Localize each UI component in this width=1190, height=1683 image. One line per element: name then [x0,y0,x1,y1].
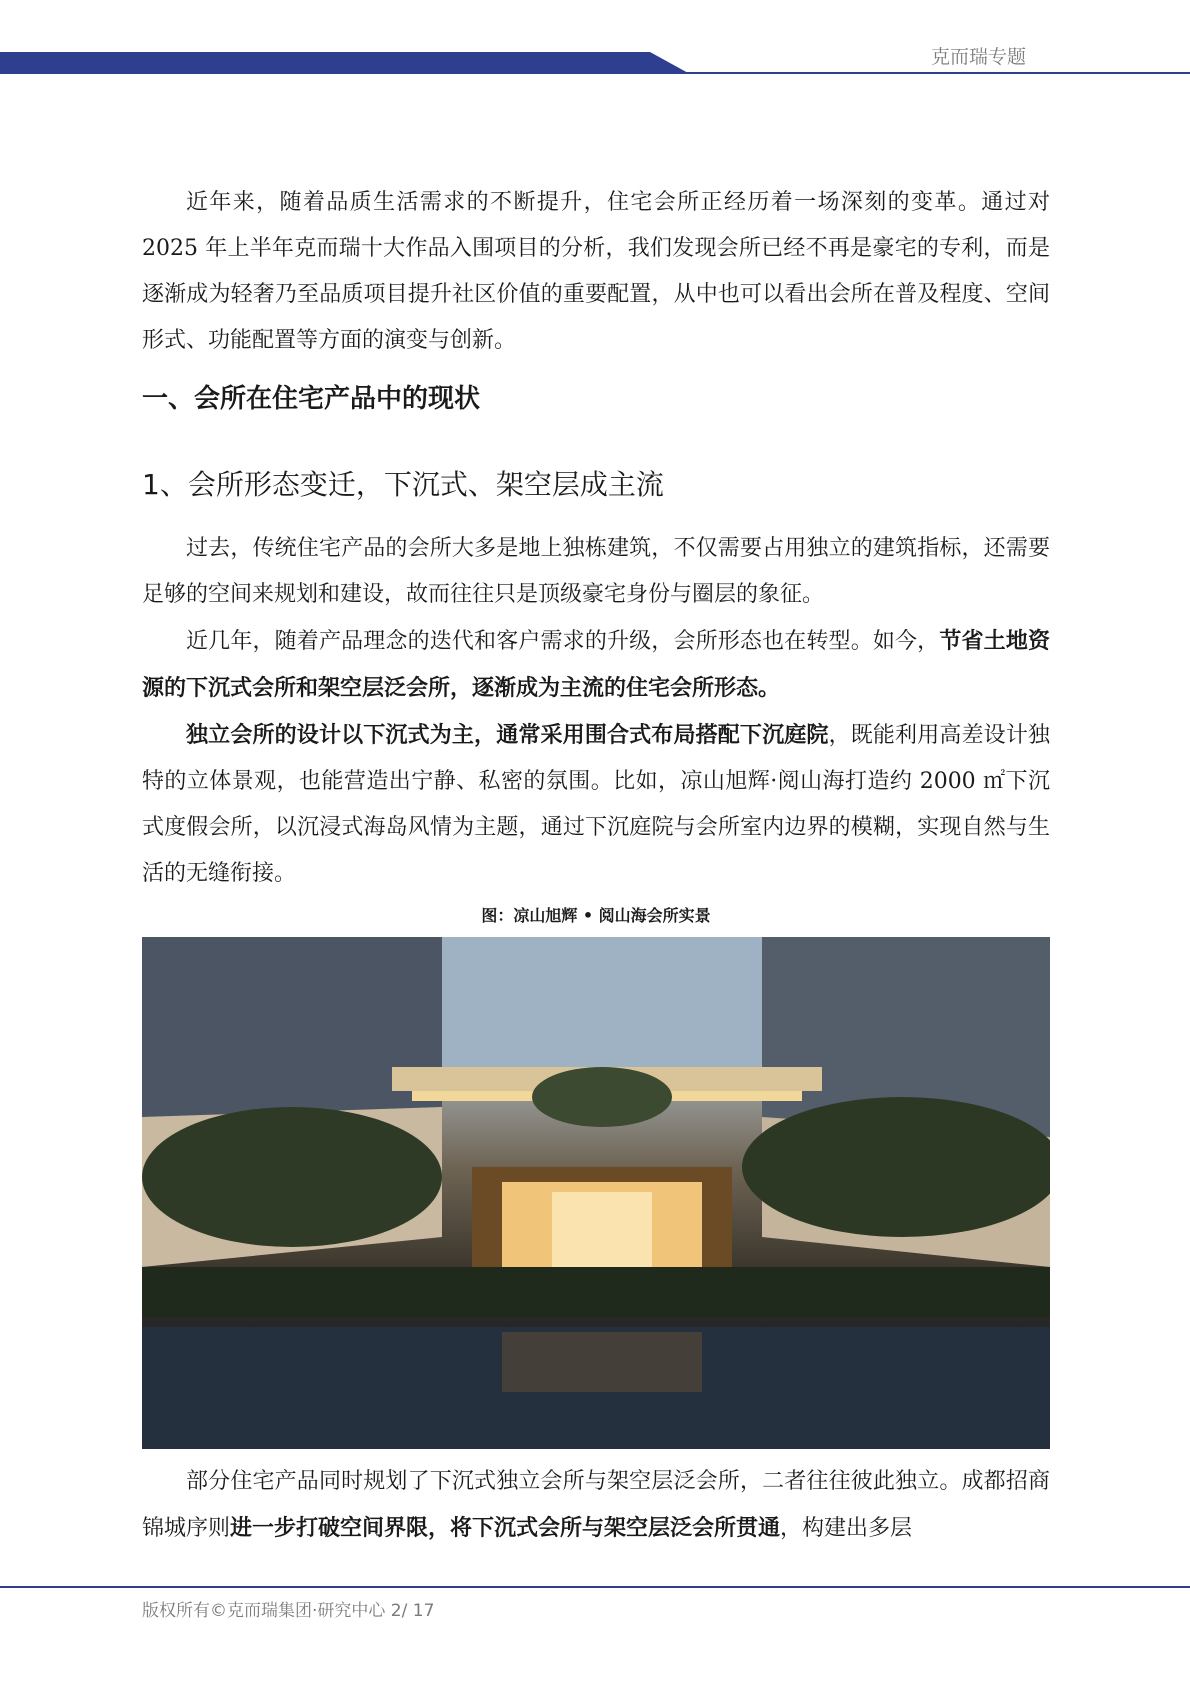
clubhouse-photo [142,937,1050,1449]
section-title: 一、会所在住宅产品中的现状 [142,384,481,414]
header-title: 克而瑞专题 [930,46,1026,68]
header-band [0,52,690,74]
footer-text: 版权所有©克而瑞集团·研究中心 2/ 17 [142,1601,435,1621]
paragraph-trend [142,618,1050,712]
paragraph-chengdu [142,1459,1050,1552]
clubhouse-illustration [142,937,1050,1449]
intro-paragraph: 近年来，随着品质生活需求的不断提升，住宅会所正经历着一场深刻的变革。通过对 2025 年上半年克而瑞十大作品入围项目的分析，我们发现会所已经不再是豪宅的专利，而是逐渐成为轻奢乃至品质项目提升社区价值的重要配置，从中也可以看出会所在普及程度、空间形式、功能配置等方面的演变与创新。 [142,190,1050,353]
trend-emphasis: 节省土地资源的下沉式会所和架空层泛会所，逐渐成为主流的住宅会所形态。 [142,628,1050,701]
trend-text: 近几年，随着产品理念的迭代和客户需求的升级，会所形态也在转型。如今， [186,629,940,654]
chengdu-text-2: ，构建出多层 [780,1516,913,1541]
header-rule [0,72,1190,74]
paragraph-history: 过去，传统住宅产品的会所大多是地上独栋建筑，不仅需要占用独立的建筑指标，还需要足够的空间来规划和建设，故而往往只是顶级豪宅身份与圈层的象征。 [142,536,1050,607]
main-content [142,180,1050,1552]
paragraph-example [142,712,1050,897]
figure-caption: 图：凉山旭辉 • 阅山海会所实景 [481,906,711,925]
example-emphasis: 独立会所的设计以下沉式为主，通常采用围合式布局搭配下沉庭院 [186,722,829,748]
chengdu-text-1: 部分住宅产品同时规划了下沉式独立会所与架空层泛会所，二者往往彼此独立。成都招商锦城序则 [142,1469,1050,1541]
example-text: ，既能利用高差设计独特的立体景观，也能营造出宁静、私密的氛围。比如，凉山旭辉·阅山海打造约 2000 ㎡下沉式度假会所，以沉浸式海岛风情为主题，通过下沉庭院与会所室内边界的模糊，实现自然与生活的无缝衔接。 [142,723,1050,886]
footer-rule [0,1586,1190,1588]
subsection-title: 1、会所形态变迁，下沉式、架空层成主流 [142,468,664,501]
chengdu-emphasis: 进一步打破空间界限，将下沉式会所与架空层泛会所贯通 [230,1515,781,1541]
